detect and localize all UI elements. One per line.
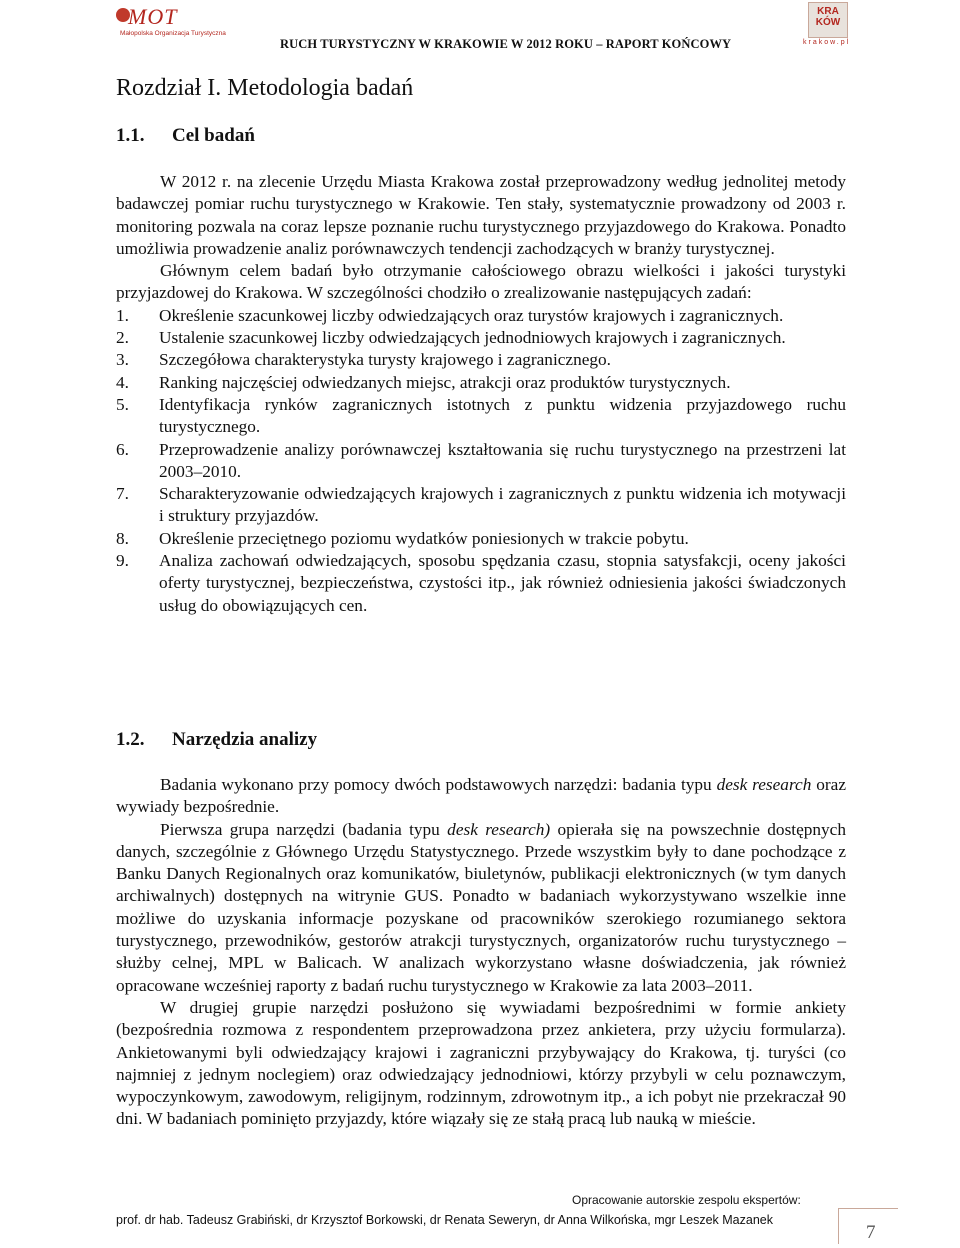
page-number-rule bbox=[838, 1208, 898, 1209]
section-tools-body bbox=[116, 774, 846, 1131]
list-item-text: Szczegółowa charakterystyka turysty krajowego i zagranicznego. bbox=[159, 350, 612, 370]
footer-heading: Opracowanie autorskie zespolu ekspertów: bbox=[572, 1193, 801, 1207]
emphasis: desk research) bbox=[447, 819, 551, 839]
section-title: Cel badań bbox=[172, 125, 255, 146]
list-item bbox=[116, 483, 846, 528]
list-item-text: Analiza zachowań odwiedzających, sposobu spędzania czasu, stopnia satysfakcji, oceny jakości oferty turystycznej, bezpieczeństwa, czystości itp., jak również odniesienia jakości świadczonych usług do obowiązujących cen. bbox=[159, 551, 846, 615]
mot-logo-subtitle: Małopolska Organizacja Turystyczna bbox=[120, 30, 226, 37]
list-item-text: Scharakteryzowanie odwiedzających krajowych i zagranicznych z punktu widzenia ich motywacji i struktury przyjazdów. bbox=[159, 484, 846, 526]
chapter-title: Rozdział I. Metodologia badań bbox=[116, 75, 414, 101]
list-item-number: 1. bbox=[116, 305, 129, 325]
text-run: opierała się na powszechnie dostępnych danych, szczególnie z Głównego Urzędu Statystycznego. Przede wszystkim były to dane pochodzące z Banku Danych Regionalnych oraz komunikatów, biuletynów, publikacji elektronicznych (w tym danych archiwalnych) dostępnych na witrynie GUS. Ponadto w badaniach wykorzystywano wszelkie inne możliwe do uzyskania informacje pozyskane od pracowników szerokiego rozumianego sektora turystycznego, przewodników, gestorów atrakcji turystycznych, organizatorów ruchu turystycznego – służby celnej, MPL w Balicach. W analizach wykorzystano własne doświadczenia, jak również opracowane wcześniej raporty z badań ruchu turystycznego w Krakowie za lata 2003–2011. bbox=[116, 819, 846, 995]
page-number-rule bbox=[838, 1208, 839, 1244]
krakow-logo-line2: KÓW bbox=[815, 17, 841, 28]
section-number: 1.1. bbox=[116, 125, 145, 146]
list-item-number: 7. bbox=[116, 484, 129, 504]
list-item-number: 9. bbox=[116, 551, 129, 571]
list-item-number: 2. bbox=[116, 328, 129, 348]
list-item-number: 3. bbox=[116, 350, 129, 370]
running-title: RUCH TURYSTYCZNY W KRAKOWIE W 2012 ROKU – RAPORT KOŃCOWY bbox=[280, 37, 732, 51]
task-list bbox=[116, 305, 846, 617]
paragraph-tools-1 bbox=[116, 774, 846, 819]
krakow-logo-line1: KRA bbox=[817, 6, 839, 17]
paragraph-intro: W 2012 r. na zlecenie Urzędu Miasta Krakowa został przeprowadzony według jednolitej metody badawczej pomiar ruchu turystycznego w Krakowie. Ten stały, systematycznie prowadzony od 2003 r. monitoring pozwala na coraz lepsze poznanie ruchu turystycznego przyjazdowego do Krakowa. Ponadto umożliwia prowadzenie analiz porównawczych tendencji zachodzących w branży turystycznej. bbox=[116, 172, 846, 258]
list-item-text: Przeprowadzenie analizy porównawczej kształtowania się ruchu turystycznego na przestrzeni lat 2003–2010. bbox=[159, 439, 846, 481]
footer-authors: prof. dr hab. Tadeusz Grabiński, dr Krzysztof Borkowski, dr Renata Seweryn, dr Anna Wilkońska, mgr Leszek Mazanek bbox=[116, 1213, 773, 1227]
section-goal-body bbox=[116, 171, 846, 617]
mot-logo bbox=[118, 4, 226, 40]
section-heading-tools bbox=[116, 729, 317, 751]
page-number-box bbox=[838, 1208, 898, 1244]
list-item bbox=[116, 394, 846, 439]
list-item bbox=[116, 327, 846, 349]
section-heading-goal bbox=[116, 125, 255, 147]
list-item bbox=[116, 305, 846, 327]
list-item bbox=[116, 439, 846, 484]
list-item bbox=[116, 372, 846, 394]
list-item-text: Określenie przeciętnego poziomu wydatków poniesionych w trakcie pobytu. bbox=[159, 528, 689, 548]
list-item-text: Ustalenie szacunkowej liczby odwiedzających jednodniowych krajowych i zagranicznych. bbox=[159, 328, 786, 348]
list-item-text: Identyfikacja rynków zagranicznych istotnych z punktu widzenia przyjazdowego ruchu turystycznego. bbox=[159, 394, 846, 437]
paragraph-goal: Głównym celem badań było otrzymanie całościowego obrazu wielkości i jakości turystyki przyjazdowej do Krakowa. W szczególności chodziło o zrealizowanie następujących zadań: bbox=[116, 261, 846, 303]
mot-logo-word: MOT bbox=[128, 4, 178, 29]
list-item-number: 6. bbox=[116, 439, 129, 459]
list-item-number: 4. bbox=[116, 372, 129, 392]
text-run: Pierwsza grupa narzędzi (badania typu bbox=[160, 819, 448, 839]
page-number: 7 bbox=[866, 1222, 876, 1243]
krakow-logo-word bbox=[811, 6, 845, 28]
list-item bbox=[116, 349, 846, 371]
list-item-text: Określenie szacunkowej liczby odwiedzających oraz turystów krajowych i zagranicznych. bbox=[159, 305, 784, 325]
list-item-number: 8. bbox=[116, 528, 129, 548]
krakow-logo-url: krakow.pl bbox=[803, 39, 851, 46]
section-title: Narzędzia analizy bbox=[172, 729, 318, 750]
emphasis: desk research bbox=[716, 775, 812, 794]
text-run: Badania wykonano przy pomocy dwóch podstawowych narzędzi: badania typu bbox=[160, 775, 717, 794]
paragraph-tools-2 bbox=[116, 819, 846, 997]
section-number: 1.2. bbox=[116, 729, 145, 750]
paragraph-tools-3: W drugiej grupie narzędzi posłużono się wywiadami bezpośrednimi w formie ankiety (bezpośrednia rozmowa z respondentem przeprowadzona przez ankietera, przy użyciu formularza). Ankietowanymi byli odwiedzający krajowi i zagraniczni przybywający do Krakowa, tj. turyści (co najmniej z jednym noclegiem) oraz odwiedzający jednodniowi, którzy przybyli w celu poznawczym, wypoczynkowym, zawodowym, religijnym, rodzinnym, zdrowotnym itp., a ich pobyt nie przekraczał 90 dni. W badaniach pominięto przyjazdy, które wiązały się ze stałą pracą lub nauką w mieście. bbox=[116, 997, 846, 1129]
krakow-logo bbox=[800, 2, 852, 48]
text-run: oraz wywiady bezpośrednie. bbox=[116, 775, 846, 817]
list-item bbox=[116, 528, 846, 550]
list-item-text: Ranking najczęściej odwiedzanych miejsc, atrakcji oraz produktów turystycznych. bbox=[159, 372, 731, 392]
list-item-number: 5. bbox=[116, 394, 129, 414]
list-item bbox=[116, 550, 846, 617]
